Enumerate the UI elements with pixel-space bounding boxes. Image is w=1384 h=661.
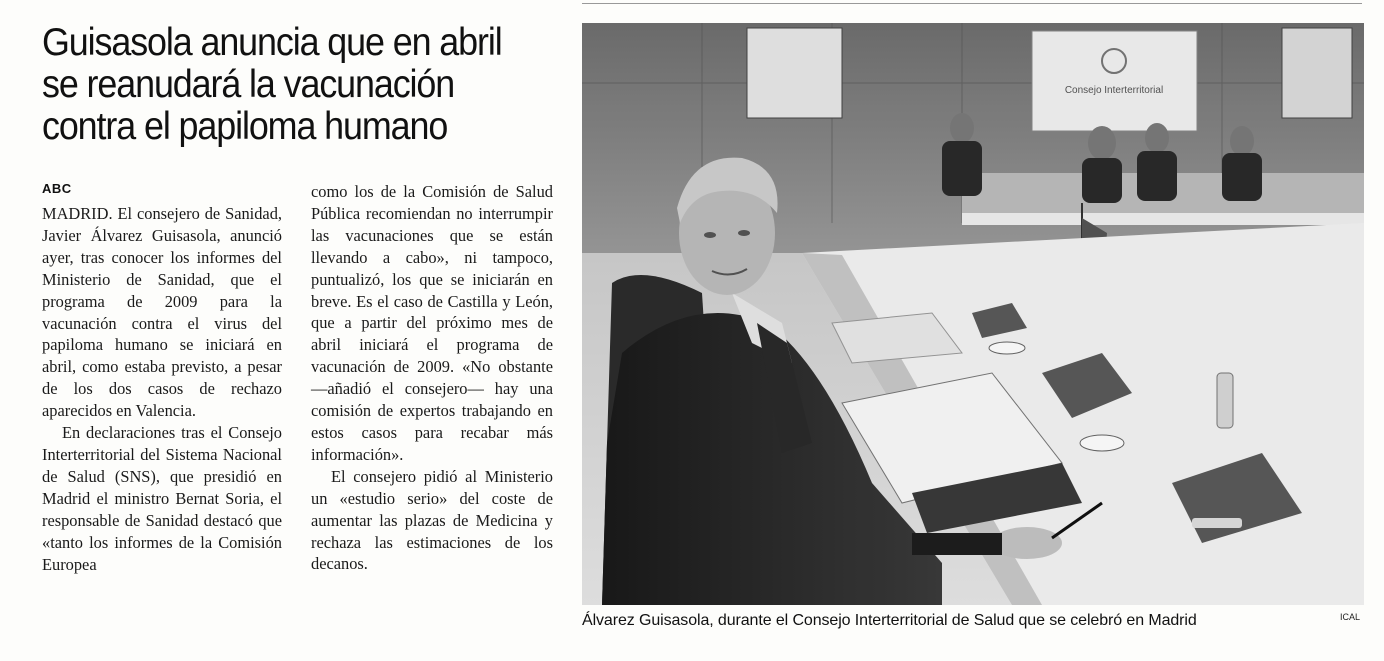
- top-rule: [582, 3, 1362, 4]
- paragraph-3: como los de la Comisión de Salud Pública recomiendan no interrumpir las vacunaciones que se están llevando a cabo», ni tampoco, puntualizó, los que se iniciarán en breve. Es el caso de Castilla y León, que a partir del próximo mes de abril iniciará el programa de vacunación de 2009. «No obstante —añadió el consejero— hay una comisión de expertos trabajando en estos casos para recabar más información».: [311, 182, 553, 464]
- headline-line-3: contra el papiloma humano: [42, 105, 448, 148]
- paragraph-2: En declaraciones tras el Consejo Interterritorial del Sistema Nacional de Salud (SNS), que presidió en Madrid el ministro Bernat Soria, el responsable de Sanidad destacó que «tanto los informes de la Comisión Europea: [42, 423, 282, 574]
- paragraph-4: El consejero pidió al Ministerio un «estudio serio» del coste de aumentar las plazas de Medicina y rechaza las estimaciones de los decanos.: [311, 466, 553, 574]
- column-divider: [297, 180, 298, 630]
- byline: ABC: [42, 181, 72, 196]
- backdrop-text: Consejo Interterritorial: [1064, 85, 1164, 96]
- headline: [42, 22, 530, 148]
- article-column-2: [311, 181, 553, 575]
- photo-credit: ICAL: [1340, 612, 1361, 622]
- news-photo: [582, 23, 1364, 605]
- photo-caption: Álvarez Guisasola, durante el Consejo Interterritorial de Salud que se celebró en Madrid: [582, 612, 1197, 629]
- paragraph-1: MADRID. El consejero de Sanidad, Javier Álvarez Guisasola, anunció ayer, tras conocer los informes del Ministerio de Sanidad, que el programa de 2009 para la vacunación contra el virus del papiloma humano se iniciará en abril, como estaba previsto, a pesar de los dos casos de rechazo aparecidos en Valencia.: [42, 204, 282, 421]
- photo-illustration: [582, 23, 1364, 605]
- article-column-1: [42, 203, 282, 575]
- headline-line-1: Guisasola anuncia que en abril: [42, 21, 502, 64]
- headline-line-2: se reanudará la vacunación: [42, 63, 455, 106]
